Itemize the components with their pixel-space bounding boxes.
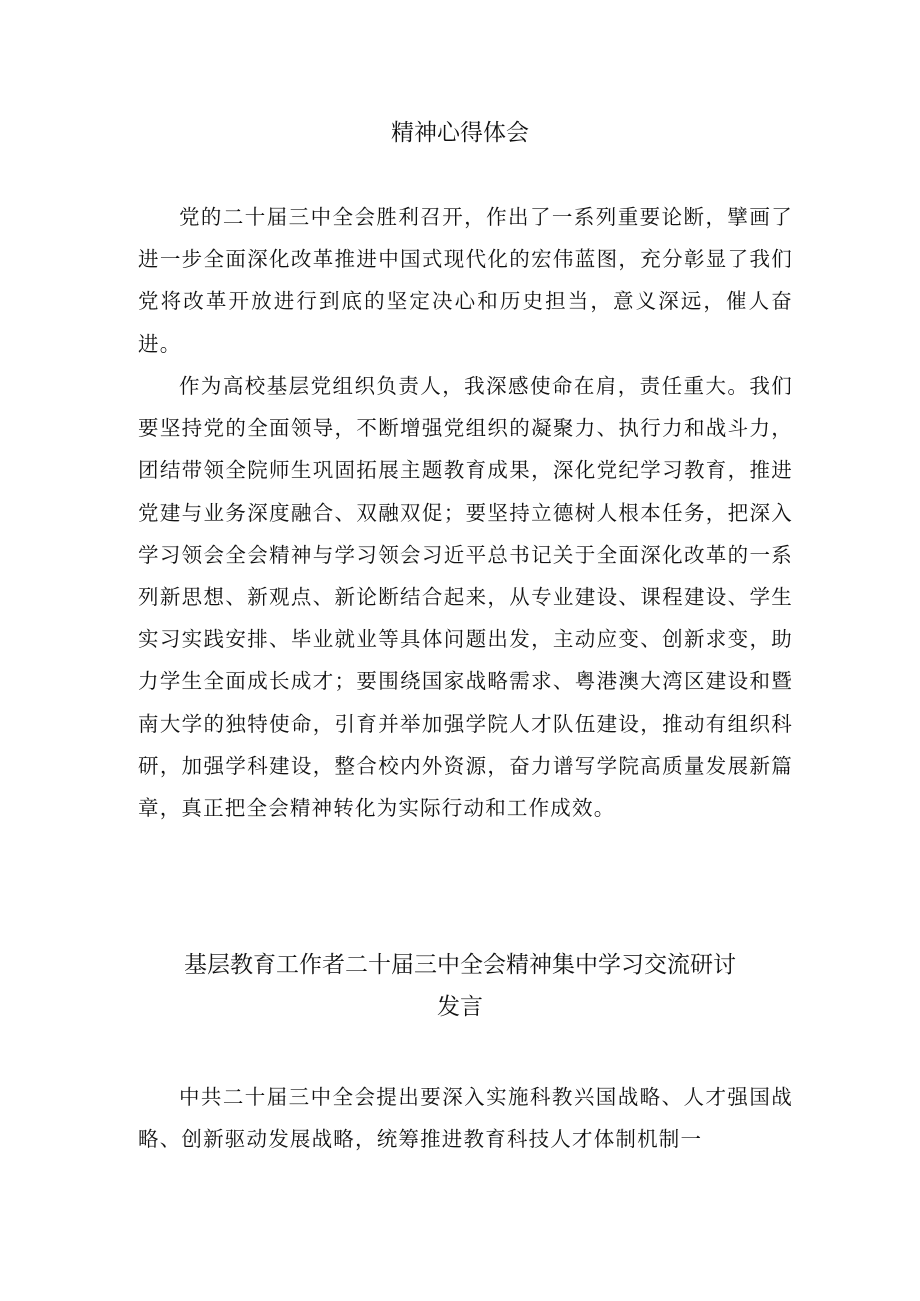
- section-title-2: 基层教育工作者二十届三中全会精神集中学习交流研讨发言: [184, 952, 736, 1020]
- section-1-paragraph-2: 作为高校基层党组织负责人，我深感使命在肩，责任重大。我们要坚持党的全面领导，不断增强党组织的凝聚力、执行力和战斗力，团结带领全院师生巩固拓展主题教育成果，深化党纪学习教育，推进党建与业务深度融合、双融双促；要坚持立德树人根本任务，把深入学习领会全会精神与学习领会习近平总书记关于全面深化改革的一系列新思想、新观点、新论断结合起来，从专业建设、课程建设、学生实习实践安排、毕业就业等具体问题出发，主动应变、创新求变，助力学生全面成长成才；要围绕国家战略需求、粤港澳大湾区建设和暨南大学的独特使命，引育并举加强学院人才队伍建设，推动有组织科研，加强学科建设，整合校内外资源，奋力谱写学院高质量发展新篇章，真正把全会精神转化为实际行动和工作成效。: [138, 374, 793, 821]
- section-2-paragraph-1: 中共二十届三中全会提出要深入实施科教兴国战略、人才强国战略、创新驱动发展战略，统筹推进教育科技人才体制机制一: [138, 1085, 793, 1152]
- section-1-paragraph-1: 党的二十届三中全会胜利召开，作出了一系列重要论断，擘画了进一步全面深化改革推进中国式现代化的宏伟蓝图，充分彰显了我们党将改革开放进行到底的坚定决心和历史担当，意义深远，催人奋进。: [138, 205, 793, 356]
- section-title-1: 精神心得体会: [391, 120, 529, 146]
